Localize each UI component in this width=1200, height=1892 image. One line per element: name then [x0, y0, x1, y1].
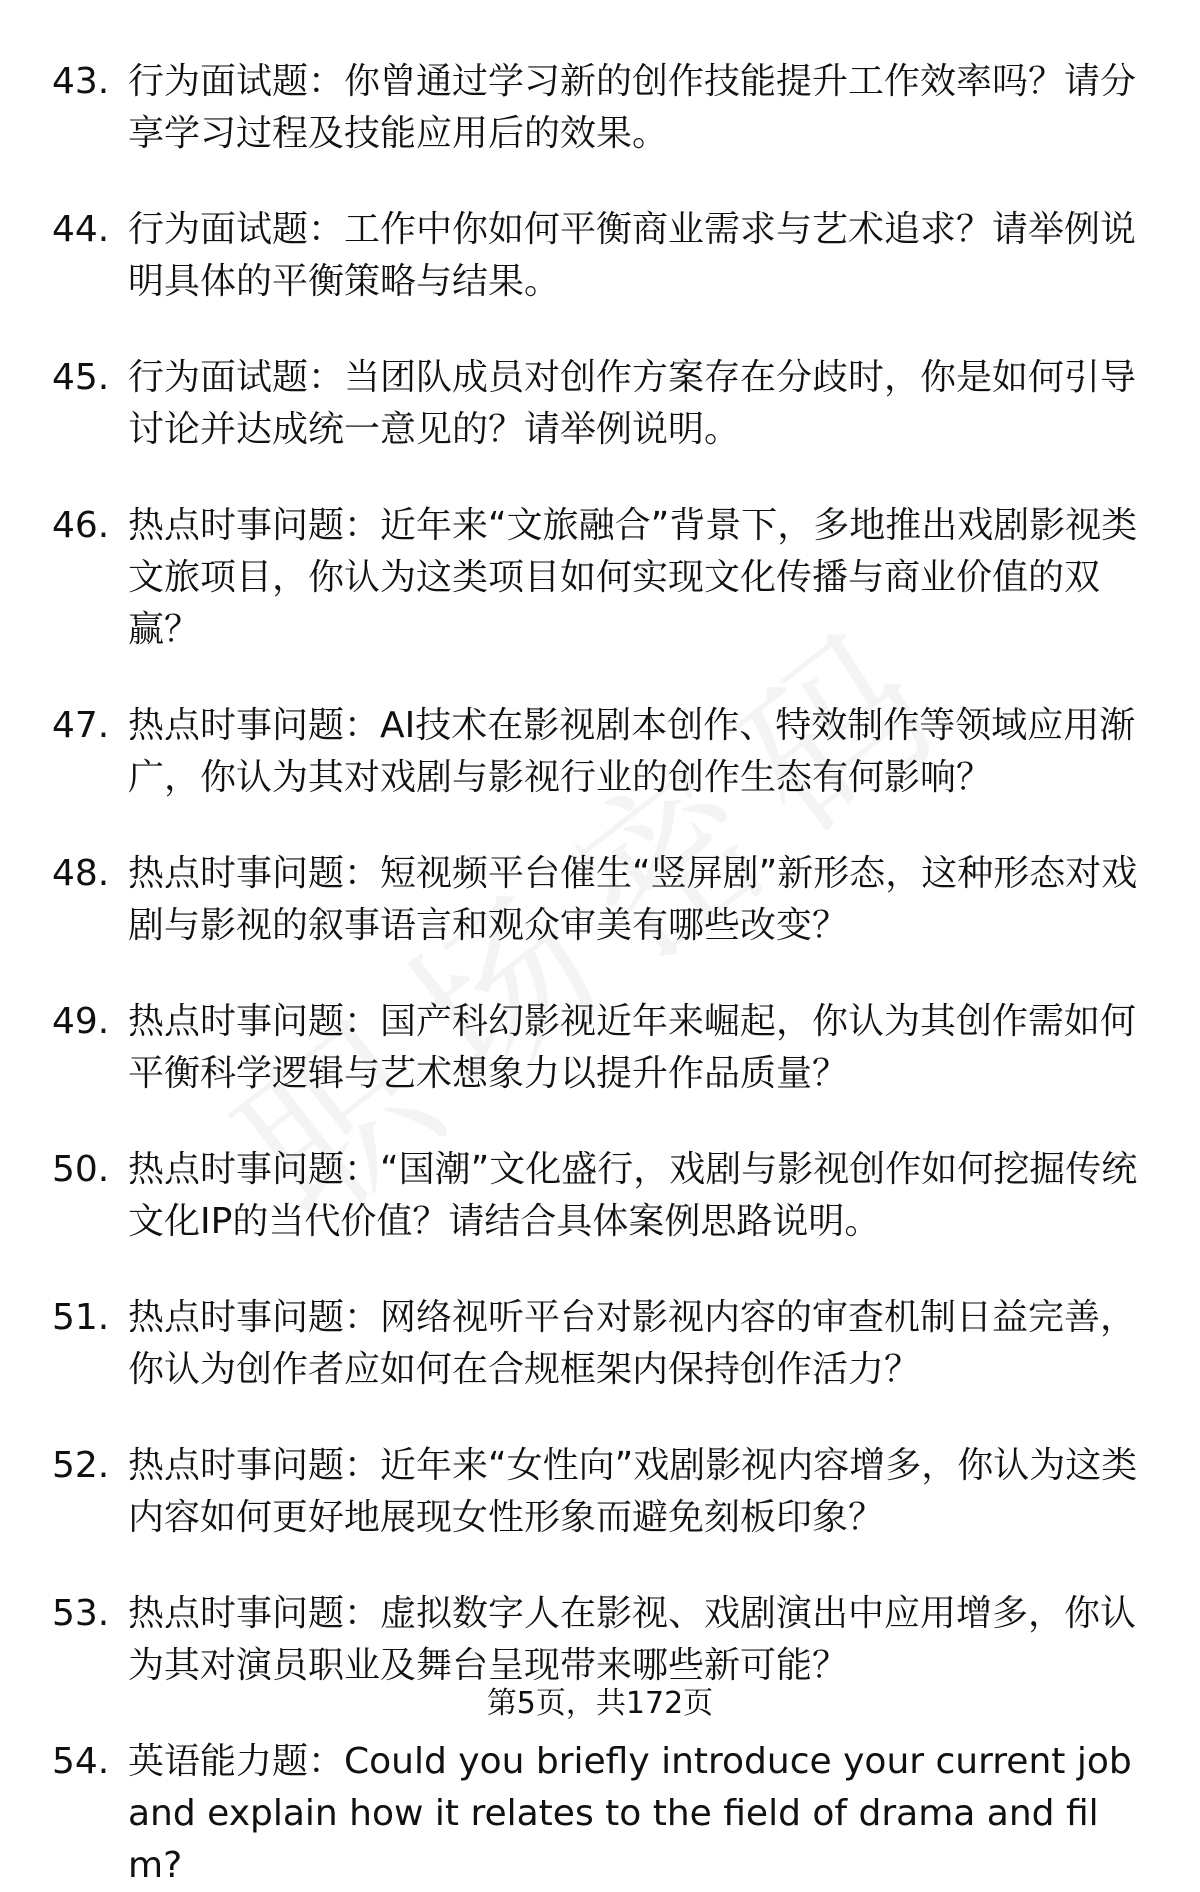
- question-number: 44.: [52, 209, 110, 250]
- question-item-54: [52, 1736, 1152, 1892]
- question-item-51: [52, 1292, 1152, 1396]
- question-text: 热点时事问题：短视频平台催生“竖屏剧”新形态，这种形态对戏剧与影视的叙事语言和观众审美有哪些改变？: [128, 853, 1138, 946]
- question-item-49: [52, 996, 1152, 1100]
- question-number: 46.: [52, 505, 110, 546]
- question-number: 45.: [52, 357, 110, 398]
- question-item-43: [52, 56, 1152, 160]
- question-item-47: [52, 700, 1152, 804]
- question-item-46: [52, 500, 1152, 656]
- question-text: 热点时事问题：AI技术在影视剧本创作、特效制作等领域应用渐广，你认为其对戏剧与影视行业的创作生态有何影响？: [128, 705, 1136, 798]
- question-item-53: [52, 1588, 1152, 1692]
- question-text: 热点时事问题：“国潮”文化盛行，戏剧与影视创作如何挖掘传统文化IP的当代价值？请结合具体案例思路说明。: [128, 1149, 1138, 1242]
- question-number: 43.: [52, 61, 110, 102]
- question-number: 52.: [52, 1445, 110, 1486]
- question-number: 48.: [52, 853, 110, 894]
- question-number: 54.: [52, 1741, 110, 1782]
- question-number: 53.: [52, 1593, 110, 1634]
- question-text: 热点时事问题：国产科幻影视近年来崛起，你认为其创作需如何平衡科学逻辑与艺术想象力以提升作品质量？: [128, 1001, 1137, 1094]
- question-number: 49.: [52, 1001, 110, 1042]
- question-text: 行为面试题：工作中你如何平衡商业需求与艺术追求？请举例说明具体的平衡策略与结果。: [128, 209, 1137, 302]
- question-item-45: [52, 352, 1152, 456]
- question-text: 热点时事问题：近年来“女性向”戏剧影视内容增多，你认为这类内容如何更好地展现女性形象而避免刻板印象？: [128, 1445, 1138, 1538]
- question-item-52: [52, 1440, 1152, 1544]
- question-text: 热点时事问题：近年来“文旅融合”背景下，多地推出戏剧影视类文旅项目，你认为这类项目如何实现文化传播与商业价值的双赢？: [128, 505, 1138, 650]
- question-item-48: [52, 848, 1152, 952]
- question-text: 英语能力题：Could you briefly introduce your current job and explain how it relates to the field of drama and film?: [128, 1741, 1132, 1886]
- question-text: 行为面试题：你曾通过学习新的创作技能提升工作效率吗？请分享学习过程及技能应用后的效果。: [128, 61, 1137, 154]
- question-number: 50.: [52, 1149, 110, 1190]
- question-text: 行为面试题：当团队成员对创作方案存在分歧时，你是如何引导讨论并达成统一意见的？请举例说明。: [128, 357, 1137, 450]
- question-list: [52, 56, 1152, 1892]
- question-number: 47.: [52, 705, 110, 746]
- question-text: 热点时事问题：网络视听平台对影视内容的审查机制日益完善，你认为创作者应如何在合规框架内保持创作活力？: [128, 1297, 1137, 1390]
- question-item-50: [52, 1144, 1152, 1248]
- question-item-44: [52, 204, 1152, 308]
- page-footer: 第5页，共172页: [486, 1686, 714, 1721]
- question-number: 51.: [52, 1297, 110, 1338]
- question-text: 热点时事问题：虚拟数字人在影视、戏剧演出中应用增多，你认为其对演员职业及舞台呈现带来哪些新可能？: [128, 1593, 1137, 1686]
